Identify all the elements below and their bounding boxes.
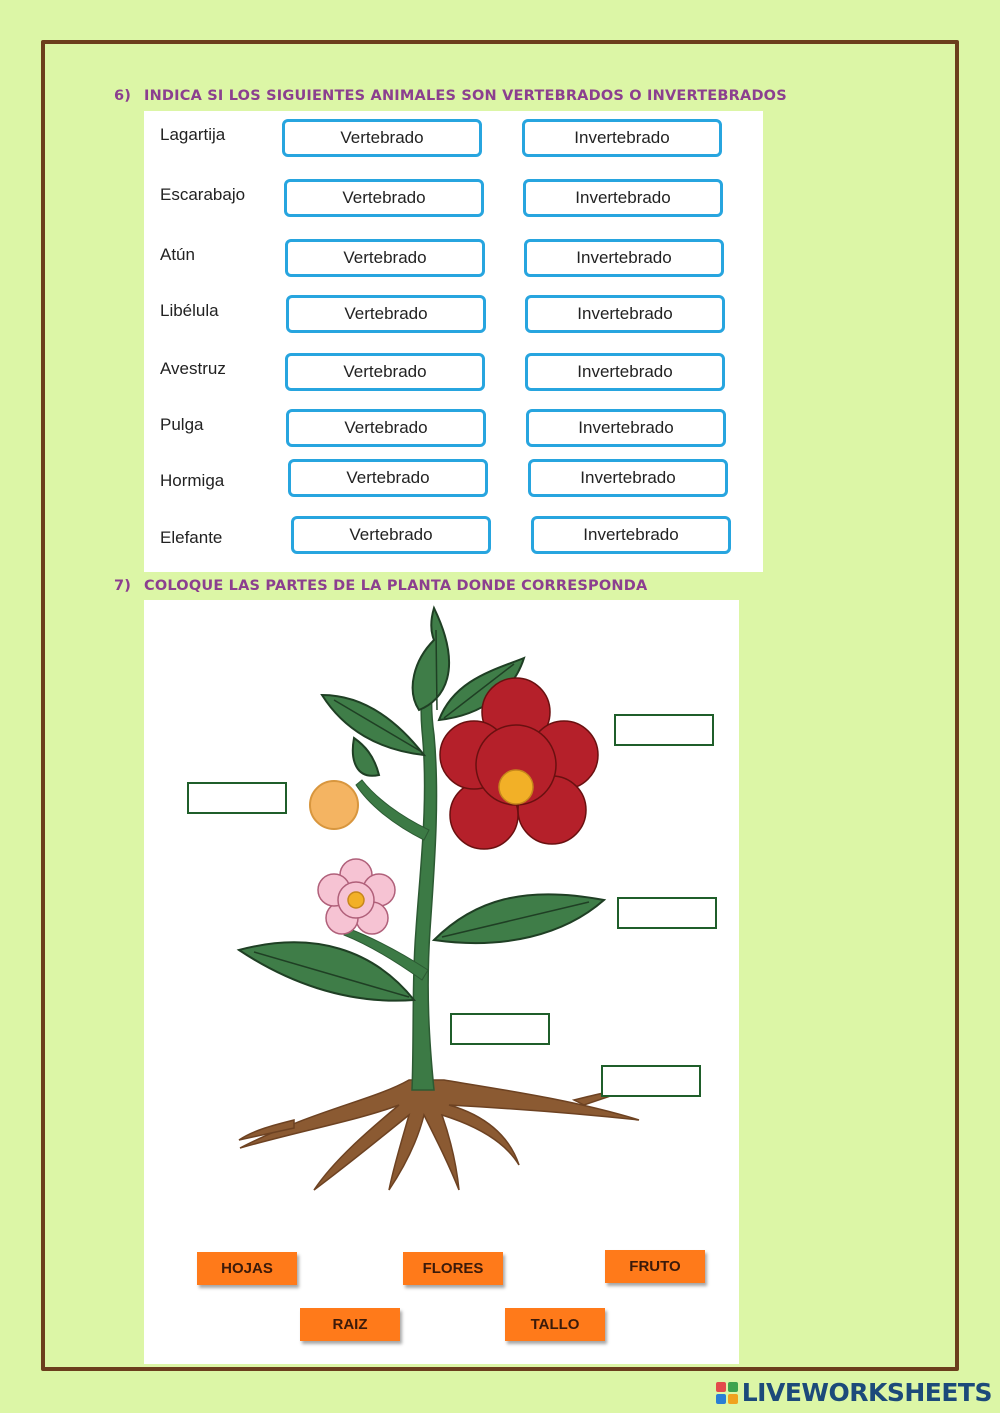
- vertebrado-button[interactable]: Vertebrado: [286, 409, 486, 447]
- drop-zone-root[interactable]: [601, 1065, 701, 1097]
- animal-name: Lagartija: [160, 125, 226, 144]
- animal-row: [144, 455, 763, 499]
- invertebrado-button[interactable]: Invertebrado: [522, 119, 722, 157]
- invertebrado-button[interactable]: Invertebrado: [531, 516, 731, 554]
- pink-flower-drawing: [318, 859, 395, 934]
- vertebrado-button[interactable]: Vertebrado: [285, 239, 485, 277]
- chip-raiz[interactable]: RAIZ: [300, 1308, 400, 1341]
- animal-row: [144, 235, 763, 279]
- vertebrado-button[interactable]: Vertebrado: [282, 119, 482, 157]
- vertebrado-button[interactable]: Vertebrado: [291, 516, 491, 554]
- invertebrado-button[interactable]: Invertebrado: [526, 409, 726, 447]
- vertebrado-button[interactable]: Vertebrado: [288, 459, 488, 497]
- animal-name: Pulga: [160, 415, 204, 434]
- animal-name: Atún: [160, 245, 195, 264]
- vertebrado-button[interactable]: Vertebrado: [286, 295, 486, 333]
- animal-row: [144, 405, 763, 449]
- question-6-number: 6): [114, 88, 132, 104]
- invertebrado-button[interactable]: Invertebrado: [525, 353, 725, 391]
- animal-name: Escarabajo: [160, 185, 246, 204]
- chip-hojas[interactable]: HOJAS: [197, 1252, 297, 1285]
- invertebrado-button[interactable]: Invertebrado: [524, 239, 724, 277]
- animal-classification-panel: [144, 111, 763, 572]
- drop-zone-leaf[interactable]: [617, 897, 717, 929]
- liveworksheets-brand-name: LIVEWORKSHEETS: [741, 1378, 992, 1407]
- animal-row: [144, 115, 763, 159]
- animal-name: Avestruz: [160, 359, 226, 378]
- chip-tallo[interactable]: TALLO: [505, 1308, 605, 1341]
- animal-name: Hormiga: [160, 471, 225, 490]
- drop-zone-flower[interactable]: [614, 714, 714, 746]
- animal-name: Libélula: [160, 301, 219, 320]
- drop-zone-stem[interactable]: [450, 1013, 550, 1045]
- animal-row: [144, 175, 763, 219]
- vertebrado-button[interactable]: Vertebrado: [284, 179, 484, 217]
- invertebrado-button[interactable]: Invertebrado: [523, 179, 723, 217]
- animal-name: Elefante: [160, 528, 223, 547]
- liveworksheets-logo[interactable]: [716, 1378, 992, 1407]
- drop-zone-fruit[interactable]: [187, 782, 287, 814]
- roots-drawing: [239, 1080, 639, 1190]
- animal-row: [144, 512, 763, 556]
- animal-row: [144, 349, 763, 393]
- question-7-title: [114, 578, 647, 594]
- liveworksheets-logo-icon: [716, 1382, 738, 1404]
- fruit-drawing: [310, 781, 358, 829]
- invertebrado-button[interactable]: Invertebrado: [525, 295, 725, 333]
- vertebrado-button[interactable]: Vertebrado: [285, 353, 485, 391]
- chip-flores[interactable]: FLORES: [403, 1252, 503, 1285]
- question-6-text: INDICA SI LOS SIGUIENTES ANIMALES SON VERTEBRADOS O INVERTEBRADOS: [144, 88, 787, 104]
- question-7-text: COLOQUE LAS PARTES DE LA PLANTA DONDE CORRESPONDA: [144, 578, 648, 594]
- question-6-title: [114, 88, 787, 104]
- chip-fruto[interactable]: FRUTO: [605, 1250, 705, 1283]
- question-7-number: 7): [114, 578, 132, 594]
- plant-diagram-panel: [144, 600, 739, 1364]
- animal-row: [144, 291, 763, 335]
- invertebrado-button[interactable]: Invertebrado: [528, 459, 728, 497]
